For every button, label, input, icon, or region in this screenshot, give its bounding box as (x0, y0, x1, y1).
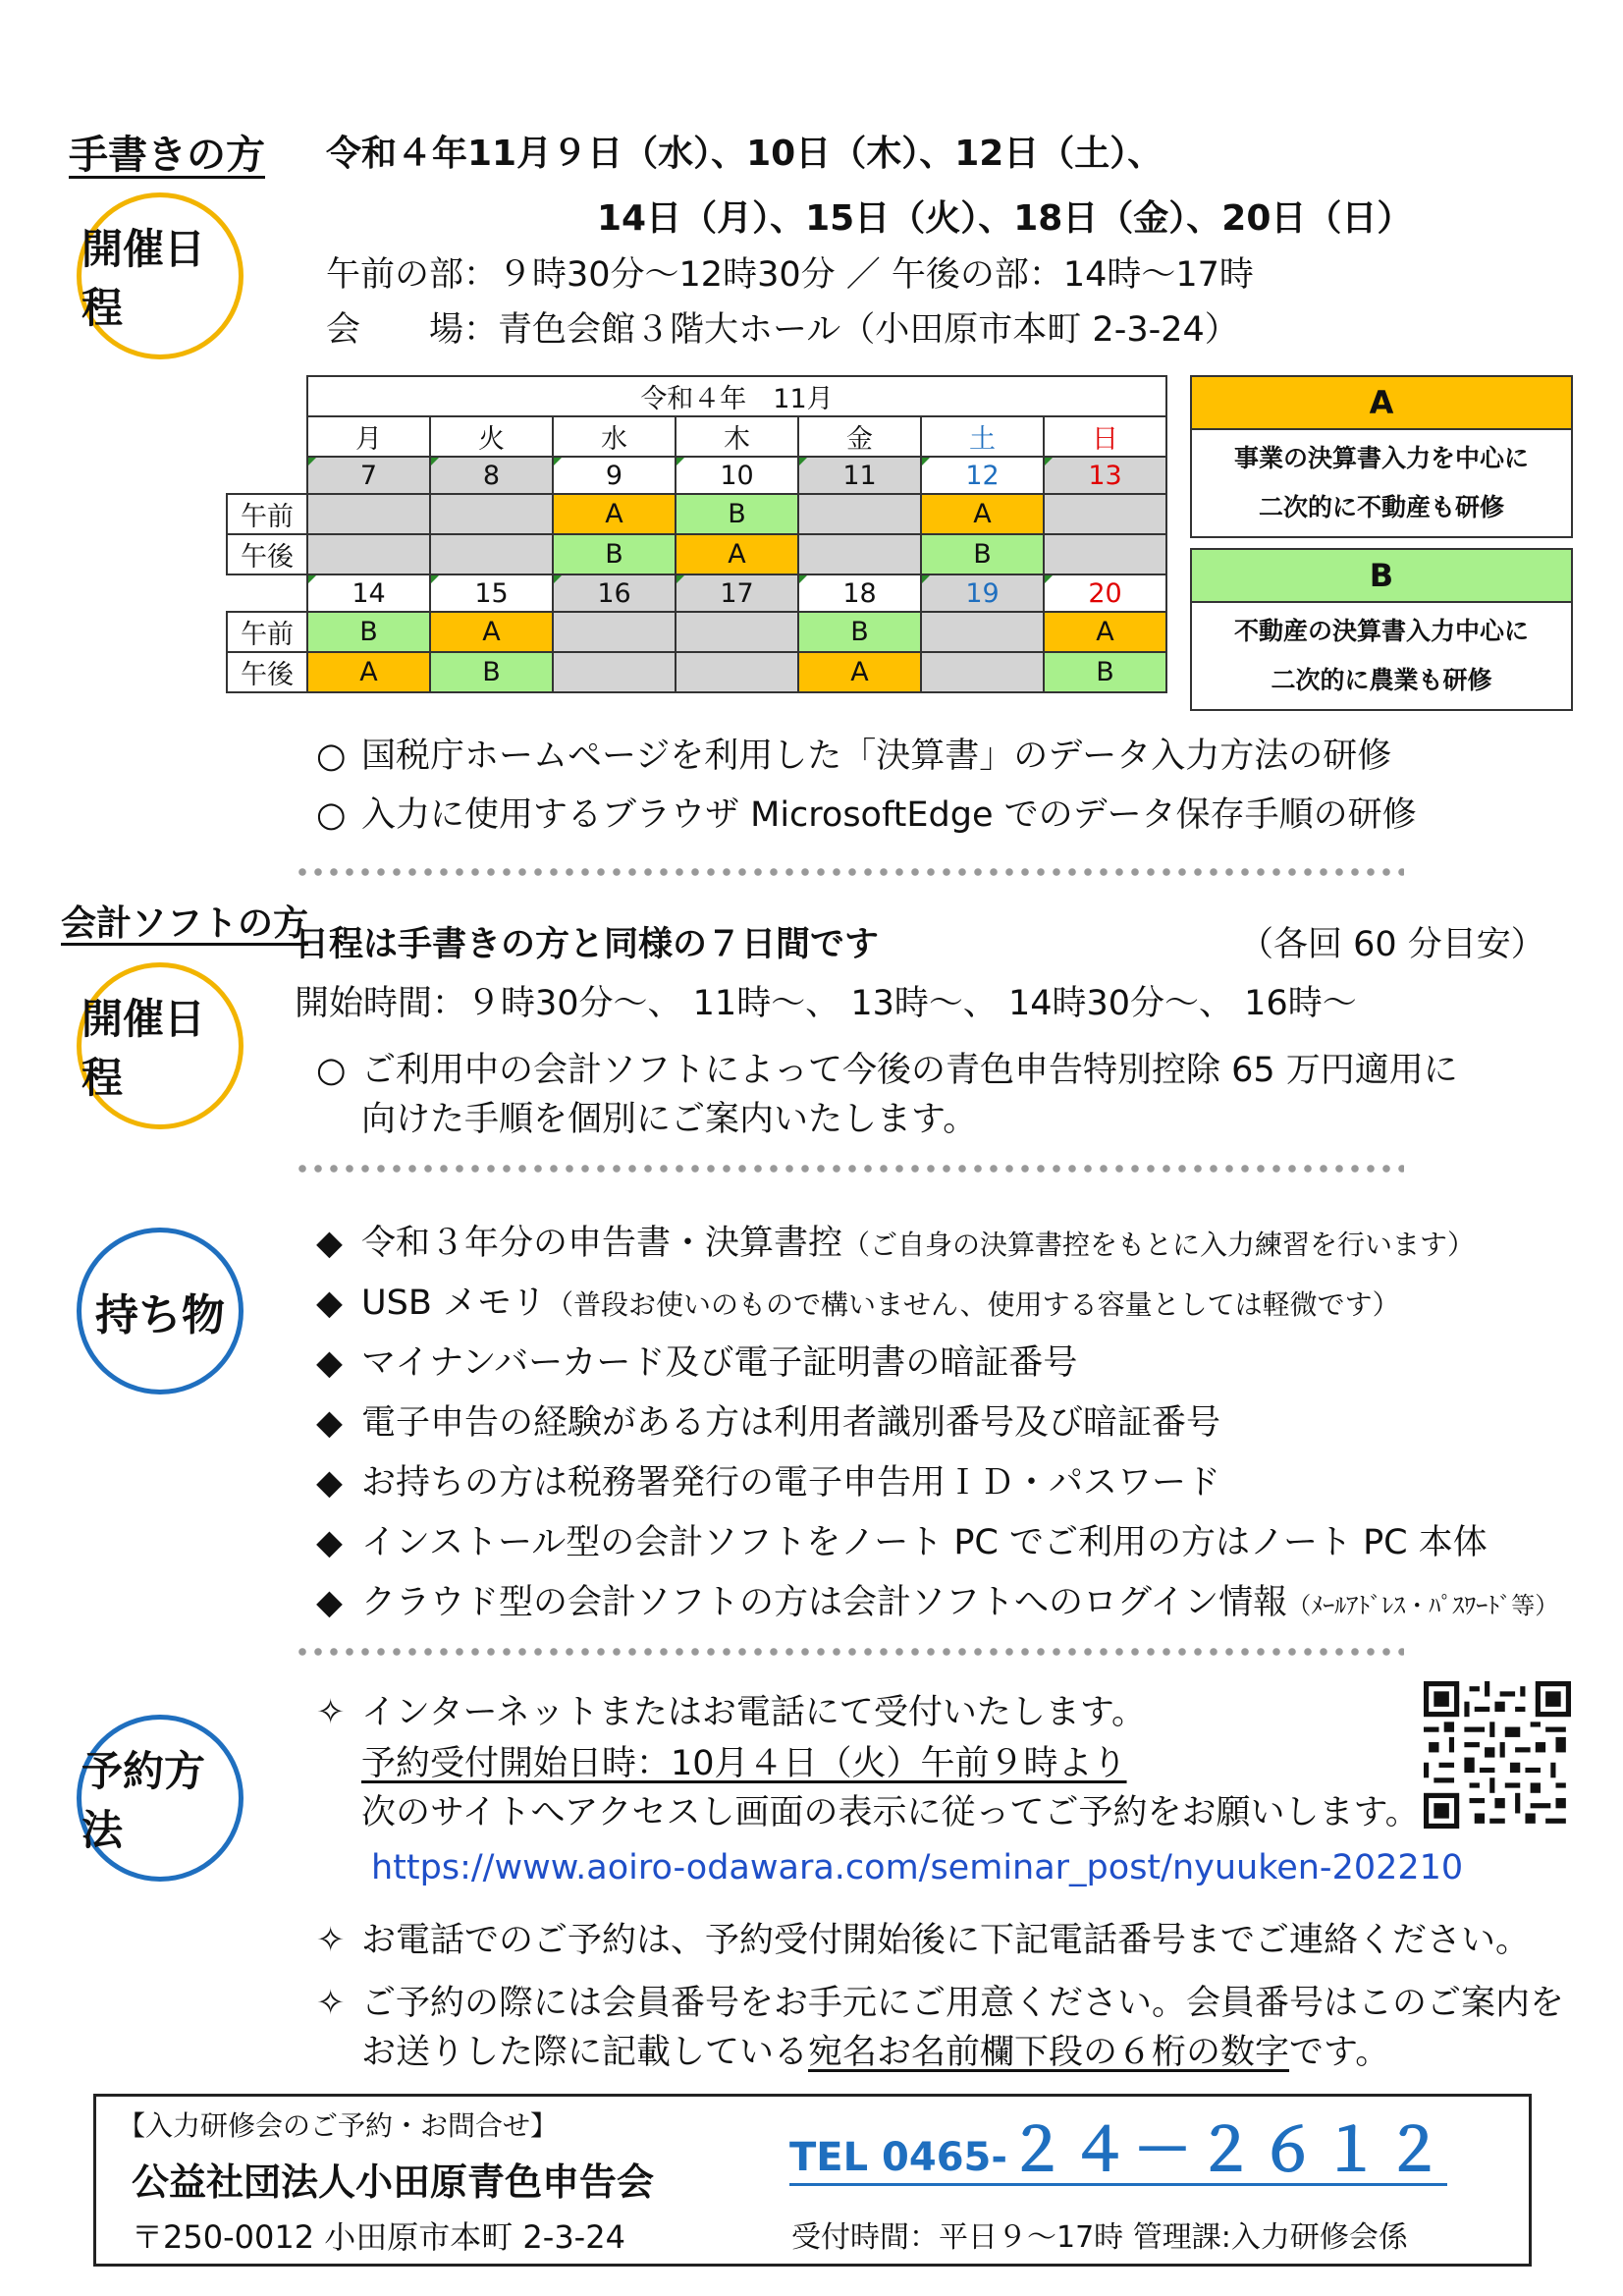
day-cell: 20 (1044, 574, 1166, 612)
reservation-badge: 予約方法 (77, 1715, 243, 1882)
software-headline: 日程は手書きの方と同様の７日間です (295, 925, 880, 964)
reservation-start: 予約受付開始日時：10月４日（火）午前９時より (361, 1744, 1127, 1783)
list-item: ◆ クラウド型の会計ソフトの方は会計ソフトへのログイン情報（ﾒｰﾙｱﾄﾞﾚｽ・ﾊﾟｽﾜｰﾄﾞ等） (316, 1583, 1559, 1622)
legend-a (1190, 375, 1573, 538)
handwritten-bullet-2 (316, 788, 1417, 837)
session-cell: B (921, 534, 1044, 574)
session-cell (676, 652, 798, 692)
circle-bullet-icon: ○ (316, 1051, 347, 1090)
section-title-software: 会計ソフトの方 (61, 903, 309, 944)
weekday-thu: 木 (676, 416, 798, 457)
sparkle-bullet-icon: ✧ (316, 1921, 346, 1960)
legend-a-label: A (1192, 377, 1571, 430)
schedule-badge: 開催日程 (77, 192, 243, 359)
dotted-divider (295, 1165, 1404, 1173)
session-cell: B (553, 534, 676, 574)
session-cell: A (1044, 612, 1166, 652)
section-title-handwritten: 手書きの方 (69, 133, 265, 178)
diamond-bullet-icon: ◆ (316, 1403, 343, 1443)
weekday-sat: 土 (921, 416, 1044, 457)
reservation-line-5: ✧ ご予約の際には会員番号をお手元にご用意ください。会員番号はこのご案内を (316, 1984, 1565, 2023)
day-cell: 19 (921, 574, 1044, 612)
calendar-title: 令和４年 11月 (307, 376, 1166, 416)
session-cell (553, 612, 676, 652)
date-line-2: 14日（月）、15日（火）、18日（金）、20日（日） (597, 198, 1413, 239)
day-cell: 8 (430, 457, 553, 494)
organization-address: 〒250-0012 小田原市本町 2-3-24 (132, 2218, 625, 2256)
session-cell: B (676, 494, 798, 534)
diamond-bullet-icon: ◆ (316, 1284, 343, 1323)
list-item: ◆ 令和３年分の申告書・決算書控（ご自身の決算書控をもとに入力練習を行います） (316, 1224, 1476, 1263)
session-cell (798, 494, 921, 534)
session-cell (430, 534, 553, 574)
reservation-line-6: お送りした際に記載している宛名お名前欄下段の６桁の数字です。 (361, 2033, 1390, 2072)
diamond-bullet-icon: ◆ (316, 1523, 343, 1562)
venue-line: 会 場：青色会館３階大ホール（小田原市本町 2-3-24） (326, 310, 1239, 350)
session-cell: A (307, 652, 430, 692)
bullet-text: 入力に使用するブラウザ MicrosoftEdge でのデータ保存手順の研修 (361, 795, 1417, 835)
day-cell: 16 (553, 574, 676, 612)
session-cell (307, 534, 430, 574)
legend-a-line2: 二次的に不動産も研修 (1258, 493, 1504, 521)
list-item: ◆ USB メモリ（普段お使いのもので構いません、使用する容量としては軽微です） (316, 1284, 1400, 1323)
diamond-bullet-icon: ◆ (316, 1224, 343, 1263)
reservation-line-4: ✧ お電話でのご予約は、予約受付開始後に下記電話番号までご連絡ください。 (316, 1921, 1531, 1960)
day-cell: 15 (430, 574, 553, 612)
software-bullet-cont: 向けた手順を個別にご案内いたします。 (361, 1100, 978, 1139)
contact-caption: 【入力研修会のご予約・お問合せ】 (118, 2109, 559, 2142)
reservation-url-link[interactable]: https://www.aoiro-odawara.com/seminar_post/nyuuken-202210 (371, 1848, 1464, 1887)
bullet-text: ご利用中の会計ソフトによって今後の青色申告特別控除 65 万円適用に (361, 1051, 1458, 1090)
weekday-wed: 水 (553, 416, 676, 457)
session-cell: B (307, 612, 430, 652)
session-cell (430, 494, 553, 534)
session-cell: B (1044, 652, 1166, 692)
session-cell: A (798, 652, 921, 692)
list-item: ◆ 電子申告の経験がある方は利用者識別番号及び暗証番号 (316, 1403, 1221, 1443)
qr-code-icon[interactable] (1424, 1681, 1571, 1829)
time-line: 午前の部：９時30分～12時30分 ／ 午後の部：14時～17時 (326, 255, 1254, 295)
day-cell: 12 (921, 457, 1044, 494)
list-item: ◆ マイナンバーカード及び電子証明書の暗証番号 (316, 1343, 1078, 1383)
legend-b-label: B (1192, 550, 1571, 603)
session-cell (553, 652, 676, 692)
session-cell (307, 494, 430, 534)
day-cell: 7 (307, 457, 430, 494)
dotted-divider (295, 868, 1404, 876)
sparkle-bullet-icon: ✧ (316, 1693, 346, 1732)
handwritten-bullet-1 (316, 729, 1391, 778)
row-label-am: 午前 (227, 612, 307, 652)
weekday-mon: 月 (307, 416, 430, 457)
session-cell: A (430, 612, 553, 652)
day-cell: 14 (307, 574, 430, 612)
sparkle-bullet-icon: ✧ (316, 1984, 346, 2023)
legend-a-line1: 事業の決算書入力を中心に (1233, 444, 1529, 472)
list-item: ◆ お持ちの方は税務署発行の電子申告用ＩＤ・パスワード (316, 1463, 1221, 1503)
diamond-bullet-icon: ◆ (316, 1343, 343, 1383)
session-cell: A (921, 494, 1044, 534)
legend-b (1190, 548, 1573, 711)
day-cell: 17 (676, 574, 798, 612)
member-number-note: 宛名お名前欄下段の６桁の数字 (808, 2033, 1290, 2072)
session-cell (676, 612, 798, 652)
session-cell (798, 534, 921, 574)
legend-b-line2: 二次的に農業も研修 (1271, 666, 1492, 694)
session-cell: B (798, 612, 921, 652)
weekday-fri: 金 (798, 416, 921, 457)
row-label-pm: 午後 (227, 652, 307, 692)
calendar-table (226, 375, 1167, 693)
organization-name: 公益社団法人小田原青色申告会 (132, 2160, 655, 2204)
contact-box (93, 2094, 1532, 2267)
software-duration: （各回 60 分目安） (1239, 925, 1545, 964)
session-cell (1044, 494, 1166, 534)
day-cell: 13 (1044, 457, 1166, 494)
software-bullet (316, 1043, 1458, 1092)
list-item: ◆ インストール型の会計ソフトをノート PC でご利用の方はノート PC 本体 (316, 1523, 1488, 1562)
schedule-badge: 開催日程 (77, 962, 243, 1129)
phone-number[interactable]: TEL 0465-２４－２６１２ (789, 2116, 1447, 2185)
diamond-bullet-icon: ◆ (316, 1583, 343, 1622)
reception-hours: 受付時間：平日９～17時 管理課:入力研修会係 (791, 2220, 1408, 2255)
bullet-text: 国税庁ホームページを利用した「決算書」のデータ入力方法の研修 (361, 737, 1392, 776)
day-cell: 9 (553, 457, 676, 494)
circle-bullet-icon: ○ (316, 795, 347, 835)
session-cell (921, 652, 1044, 692)
day-cell: 11 (798, 457, 921, 494)
session-cell: B (430, 652, 553, 692)
row-label-pm: 午後 (227, 534, 307, 574)
session-cell: A (676, 534, 798, 574)
reservation-line-3: 次のサイトへアクセスし画面の表示に従ってご予約をお願いします。 (361, 1793, 1420, 1832)
weekday-tue: 火 (430, 416, 553, 457)
dotted-divider (295, 1648, 1404, 1656)
row-label-am: 午前 (227, 494, 307, 534)
legend-b-line1: 不動産の決算書入力中心に (1233, 617, 1529, 645)
day-cell: 10 (676, 457, 798, 494)
session-cell (921, 612, 1044, 652)
session-cell: A (553, 494, 676, 534)
weekday-sun: 日 (1044, 416, 1166, 457)
circle-bullet-icon: ○ (316, 737, 347, 776)
day-cell: 18 (798, 574, 921, 612)
software-times: 開始時間：９時30分～、 11時～、 13時～、 14時30分～、 16時～ (295, 984, 1357, 1023)
belongings-badge: 持ち物 (77, 1228, 243, 1394)
date-line-1: 令和４年11月９日（水）、10日（木）、12日（土）、 (326, 134, 1163, 174)
session-cell (1044, 534, 1166, 574)
reservation-line-1: ✧ インターネットまたはお電話にて受付いたします。 (316, 1693, 1147, 1732)
diamond-bullet-icon: ◆ (316, 1463, 343, 1503)
